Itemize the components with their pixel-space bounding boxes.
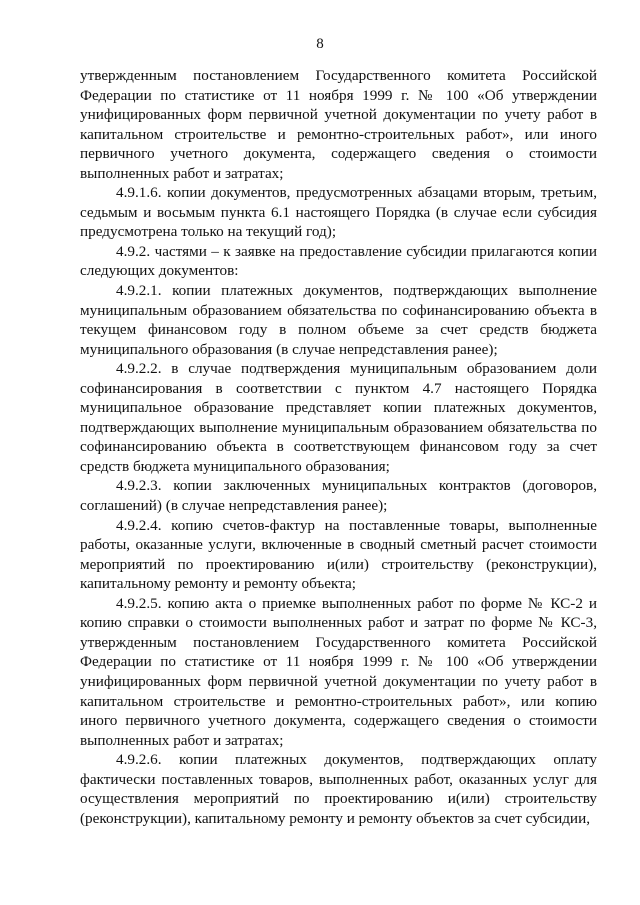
paragraph-4-9-2-5: 4.9.2.5. копию акта о приемке выполненных работ по форме № КС-2 и копию справки о стоимости выполненных работ и затрат по форме № КС-3, утвержденным постановлением Государственного комитета Российской Федерации по статистике от 11 ноября 1999 г. № 100 «Об утверждении унифицированных форм первичной учетной документации по учету работ в капитальном строительстве и ремонтно-строительных работ», или копию иного первичного учетного документа, содержащего сведения о стоимости выполненных работ и затратах; <box>80 594 597 749</box>
paragraph-4-9-2-6: 4.9.2.6. копии платежных документов, подтверждающих оплату фактически поставленных товаров, выполненных работ, оказанных услуг для осуществления мероприятий по проектированию и(или) строительству (реконструкции), капитальному ремонту и ремонту объектов за счет субсидии, <box>80 751 597 827</box>
paragraph-4-9-1-6: 4.9.1.6. копии документов, предусмотренных абзацами вторым, третьим, седьмым и восьмым пункта 6.1 настоящего Порядка (в случае если субсидия предусмотрена только на текущий год); <box>80 184 597 241</box>
paragraph-4-9-2-1: 4.9.2.1. копии платежных документов, подтверждающих выполнение муниципальным образованием обязательства по софинансированию объекта в текущем финансовом году в полном объеме за счет средств бюджета муниципального образования (в случае непредставления ранее); <box>80 282 597 358</box>
paragraph-4-9-2: 4.9.2. частями – к заявке на предоставление субсидии прилагаются копии следующих документов: <box>80 242 597 280</box>
paragraph-4-9-2-2: 4.9.2.2. в случае подтверждения муниципальным образованием доли софинансирования в соответствии с пунктом 4.7 настоящего Порядка муниципальное образование представляет копии платежных документов, подтверждающих выполнение муниципальным образованием обязательства по софинансированию объекта в соответствующем финансовом году за счет средств бюджета муниципального образования; <box>80 360 597 475</box>
paragraph-4-9-2-3: 4.9.2.3. копии заключенных муниципальных контрактов (договоров, соглашений) (в случае непредставления ранее); <box>80 477 597 515</box>
paragraph-4-9-2-4: 4.9.2.4. копию счетов-фактур на поставленные товары, выполненные работы, оказанные услуги, включенные в сводный сметный расчет стоимости мероприятий по проектированию и(или) строительству (реконструкции), капитальному ремонту и ремонту объекта; <box>80 516 597 593</box>
document-body <box>80 66 597 828</box>
page-number: 8 <box>316 36 324 52</box>
paragraph-continuation: утвержденным постановлением Государственного комитета Российской Федерации по статистике от 11 ноября 1999 г. № 100 «Об утверждении унифицированных форм первичной учетной документации по учету работ в капитальном строительстве и ремонтно-строительных работ», или иного первичного учетного документа, содержащего сведения о стоимости выполненных работ и затратах; <box>80 67 597 182</box>
